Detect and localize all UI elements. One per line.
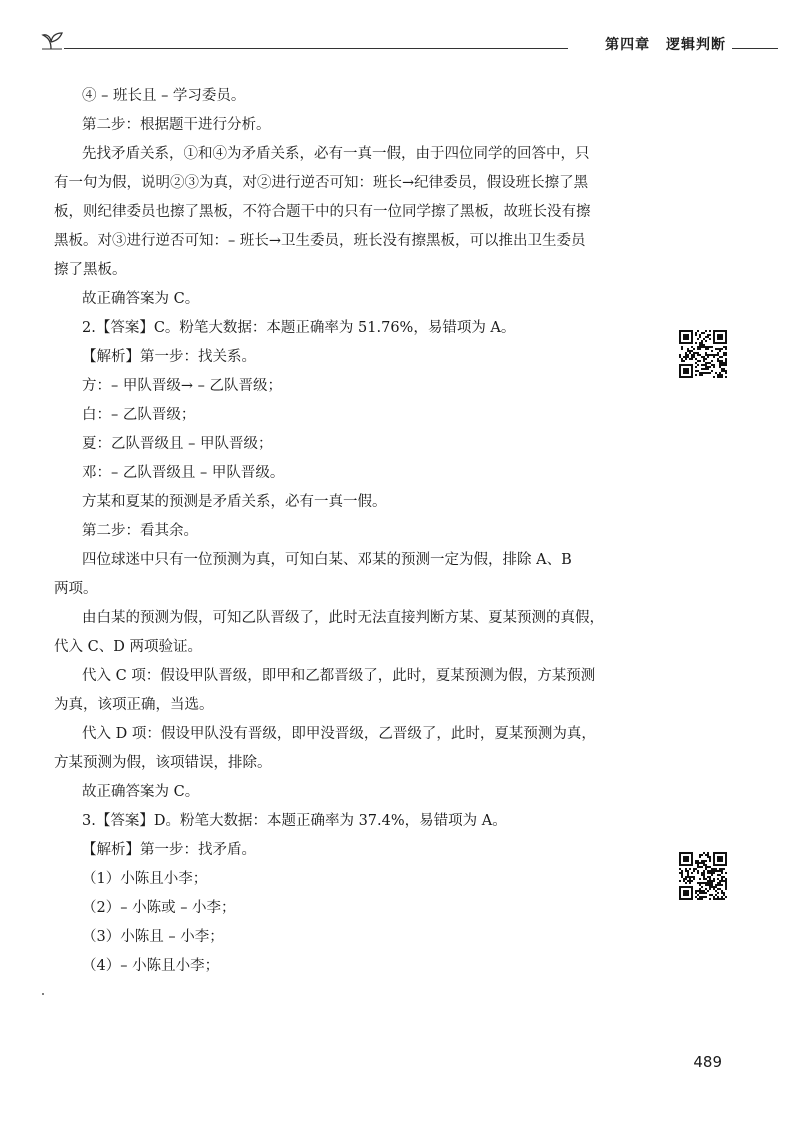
text-line: 有一句为假，说明②③为真，对②进行逆否可知：班长→纪律委员，假设班长擦了黑 bbox=[54, 175, 589, 191]
qr-code-icon[interactable] bbox=[679, 852, 727, 900]
text-line: 【解析】第一步：找矛盾。 bbox=[82, 842, 256, 858]
text-line: ④ – 班长且 – 学习委员。 bbox=[82, 88, 246, 104]
header-title bbox=[595, 34, 726, 54]
header-rule-left bbox=[64, 48, 568, 49]
header-rule-right bbox=[732, 48, 778, 49]
body-text bbox=[54, 82, 652, 981]
text-line: 2.【答案】C。粉笔大数据：本题正确率为 51.76%，易错项为 A。 bbox=[82, 320, 516, 336]
text-line: （3）小陈且 – 小李； bbox=[82, 929, 224, 945]
page-number: 489 bbox=[693, 1053, 722, 1071]
text-line: 方某和夏某的预测是矛盾关系，必有一真一假。 bbox=[82, 494, 387, 510]
text-line: 白：– 乙队晋级； bbox=[82, 407, 196, 423]
text-line: 黑板。对③进行逆否可知：– 班长→卫生委员，班长没有擦黑板，可以推出卫生委员 bbox=[54, 233, 586, 249]
text-line: 夏：乙队晋级且 – 甲队晋级； bbox=[82, 436, 273, 452]
text-line: 先找矛盾关系，①和④为矛盾关系，必有一真一假，由于四位同学的回答中，只 bbox=[82, 146, 590, 162]
sprout-icon bbox=[40, 30, 64, 50]
text-line: 擦了黑板。 bbox=[54, 262, 127, 278]
text-line: 代入 C、D 两项验证。 bbox=[54, 639, 202, 655]
text-line: 代入 D 项：假设甲队没有晋级，即甲没晋级，乙晋级了，此时，夏某预测为真， bbox=[82, 726, 596, 742]
text-line: 第二步：根据题干进行分析。 bbox=[82, 117, 271, 133]
text-line: （1）小陈且小李； bbox=[82, 871, 208, 887]
text-line: 故正确答案为 C。 bbox=[82, 291, 200, 307]
text-line: 两项。 bbox=[54, 581, 98, 597]
text-line: 故正确答案为 C。 bbox=[82, 784, 200, 800]
text-line: 为真，该项正确，当选。 bbox=[54, 697, 214, 713]
text-line: 第二步：看其余。 bbox=[82, 523, 198, 539]
scan-speck bbox=[42, 993, 44, 995]
text-line: 由白某的预测为假，可知乙队晋级了，此时无法直接判断方某、夏某预测的真假， bbox=[82, 610, 604, 626]
text-line: 方：– 甲队晋级→ – 乙队晋级； bbox=[82, 378, 282, 394]
text-line: 邓：– 乙队晋级且 – 甲队晋级。 bbox=[82, 465, 285, 481]
text-line: 3.【答案】D。粉笔大数据：本题正确率为 37.4%，易错项为 A。 bbox=[82, 813, 507, 829]
section-label: 逻辑判断 bbox=[666, 37, 726, 53]
chapter-label: 第四章 bbox=[605, 37, 651, 53]
qr-code-icon[interactable] bbox=[679, 330, 727, 378]
text-line: 板，则纪律委员也擦了黑板，不符合题干中的只有一位同学擦了黑板，故班长没有擦 bbox=[54, 204, 591, 220]
text-line: 【解析】第一步：找关系。 bbox=[82, 349, 256, 365]
text-line: 四位球迷中只有一位预测为真，可知白某、邓某的预测一定为假，排除 A、B bbox=[82, 552, 572, 568]
text-line: 方某预测为假，该项错误，排除。 bbox=[54, 755, 272, 771]
text-line: 代入 C 项：假设甲队晋级，即甲和乙都晋级了，此时，夏某预测为假，方某预测 bbox=[82, 668, 596, 684]
running-header bbox=[40, 30, 778, 56]
text-line: （2）– 小陈或 – 小李； bbox=[82, 900, 236, 916]
text-line: （4）– 小陈且小李； bbox=[82, 958, 220, 974]
